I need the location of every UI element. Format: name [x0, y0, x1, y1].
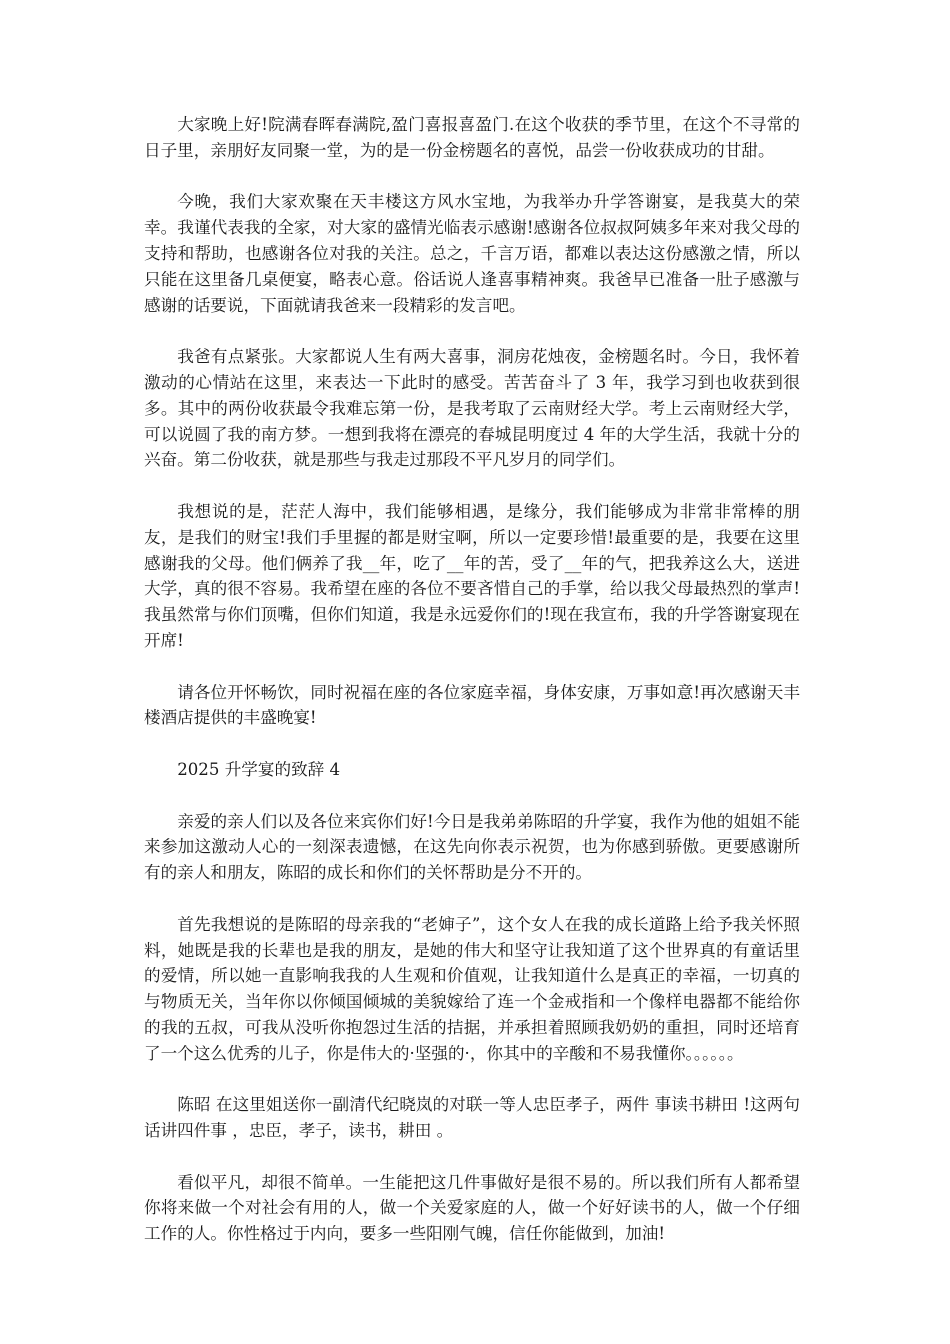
paragraph-sister-greeting: 亲爱的亲人们以及各位来宾你们好!今日是我弟弟陈昭的升学宴，我作为他的姐姐不能来参加这激动人心的一刻深表遗憾，在这先向你表示祝贺，也为你感到骄傲。更要感谢所有的亲人和朋友，陈昭的成长和你们的关怀帮助是分不开的。	[144, 811, 800, 883]
paragraph-tonight: 今晚，我们大家欢聚在天丰楼这方风水宝地，为我举办升学答谢宴，是我莫大的荣幸。我谨代表我的全家，对大家的盛情光临表示感谢!感谢各位叔叔阿姨多年来对我父母的支持和帮助，也感谢各位对我的关注。总之，千言万语，都难以表达这份感激之情，所以只能在这里备几桌便宴，略表心意。俗话说人逢喜事精神爽。我爸早已准备一肚子感激与感谢的话要说，下面就请我爸来一段精彩的发言吧。	[144, 192, 800, 315]
paragraph-friends: 我想说的是，茫茫人海中，我们能够相遇，是缘分，我们能够成为非常非常棒的朋友，是我们的财宝!我们手里握的都是财宝啊，所以一定要珍惜!最重要的是，我要在这里感谢我的父母。他们俩养了我__年，吃了__年的苦，受了__年的气，把我养这么大，送进大学，真的很不容易。我希望在座的各位不要吝惜自己的手掌，给以我父母最热烈的掌声!我虽然常与你们顶嘴，但你们知道，我是永远爱你们的!现在我宣布，我的升学答谢宴现在开席!	[144, 501, 800, 650]
paragraph-greeting: 大家晚上好!院满春晖春满院,盈门喜报喜盈门.在这个收获的季节里，在这个不寻常的日子里，亲朋好友同聚一堂，为的是一份金榜题名的喜悦，品尝一份收获成功的甘甜。	[144, 115, 800, 160]
document-body	[144, 112, 800, 1273]
paragraph-closing: 看似平凡，却很不简单。一生能把这几件事做好是很不易的。所以我们所有人都希望你将来做一个对社会有用的人，做一个关爱家庭的人，做一个好好读书的人，做一个仔细工作的人。你性格过于内向，要多一些阳刚气魄，信任你能做到，加油!	[144, 1172, 800, 1244]
paragraph-father: 我爸有点紧张。大家都说人生有两大喜事，洞房花烛夜，金榜题名时。今日，我怀着激动的心情站在这里，来表达一下此时的感受。苦苦奋斗了 3 年，我学习到也收获到很多。其中的两份收获最令我难忘第一份，是我考取了云南财经大学。考上云南财经大学，可以说圆了我的南方梦。一想到我将在漂亮的春城昆明度过 4 年的大学生活，我就十分的兴奋。第二份收获，就是那些与我走过那段不平凡岁月的同学们。	[144, 347, 800, 470]
paragraph-toast: 请各位开怀畅饮，同时祝福在座的各位家庭幸福，身体安康，万事如意!再次感谢天丰楼酒店提供的丰盛晚宴!	[144, 682, 800, 728]
paragraph-mother: 首先我想说的是陈昭的母亲我的“老婶子”，这个女人在我的成长道路上给予我关怀照料，她既是我的长辈也是我的朋友，是她的伟大和坚守让我知道了这个世界真的有童话里的爱情，所以她一直影响我我的人生观和价值观，让我知道什么是真正的幸福，一切真的与物质无关，当年你以你倾国倾城的美貌嫁给了连一个金戒指和一个像样电器都不能给你的我的五叔，可我从没听你抱怨过生活的拮据，并承担着照顾我奶奶的重担，同时还培育了一个这么优秀的儿子，你是伟大的·坚强的·，你其中的辛酸和不易我懂你。。。。。。	[144, 914, 800, 1063]
section-heading: 2025 升学宴的致辞 4	[177, 759, 341, 779]
paragraph-couplet: 陈昭 在这里姐送你一副清代纪晓岚的对联一等人忠臣孝子，两件 事读书耕田 !这两句话讲四件事 ，忠臣，孝子，读书，耕田 。	[144, 1095, 800, 1141]
